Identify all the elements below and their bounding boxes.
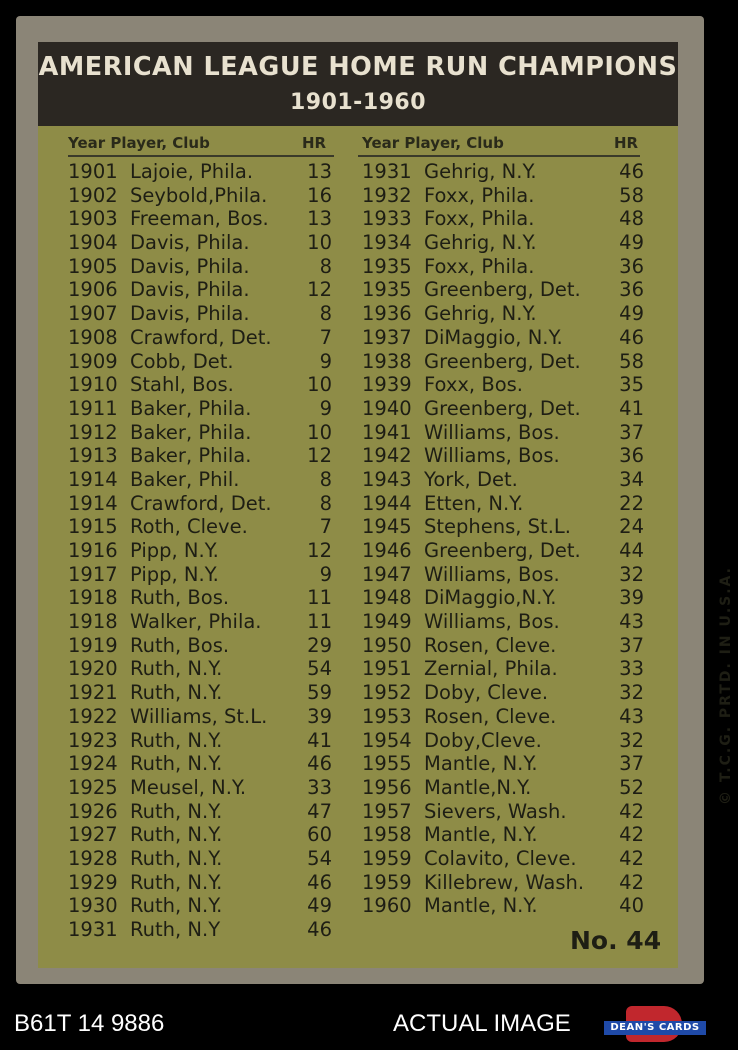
year-cell: 1948 [362,586,412,610]
player-cell: Ruth, N.Y. [130,728,223,752]
hr-cell: 43 [619,610,644,634]
table-row [362,160,652,184]
player-cell: Ruth, N.Y [130,918,221,941]
table-row [362,326,652,350]
year-cell: 1923 [68,728,118,752]
table-row [68,207,338,231]
hr-cell: 33 [619,657,644,681]
table-row [68,350,338,374]
hr-cell: 59 [307,681,332,705]
hr-cell: 35 [619,373,644,397]
table-row [362,847,652,871]
left-header-hr: HR [302,134,327,152]
table-row [362,421,652,445]
hr-cell: 37 [619,420,644,444]
logo-text: DEAN'S CARDS [604,1021,706,1035]
table-row [68,563,338,587]
table-row [362,278,652,302]
inventory-code: B61T 14 9886 [14,1010,165,1037]
year-cell: 1934 [362,231,412,255]
player-cell: Ruth, N.Y. [130,681,223,705]
table-row [362,397,652,421]
table-row [68,729,338,753]
hr-cell: 33 [307,775,332,799]
year-cell: 1954 [362,728,412,752]
year-cell: 1910 [68,373,118,397]
hr-cell: 7 [319,325,332,349]
year-cell: 1932 [362,183,412,207]
player-cell: Davis, Phila. [130,278,250,302]
right-column [362,160,652,918]
table-row [68,871,338,895]
hr-cell: 58 [619,183,644,207]
hr-cell: 41 [307,728,332,752]
table-row [362,563,652,587]
table-row [68,681,338,705]
player-cell: Sievers, Wash. [424,799,567,823]
table-row [68,397,338,421]
player-cell: Ruth, Bos. [130,586,230,610]
hr-cell: 39 [619,586,644,610]
hr-cell: 36 [619,278,644,302]
player-cell: Williams, Bos. [424,420,560,444]
player-cell: DiMaggio, N.Y. [424,325,563,349]
player-cell: Rosen, Cleve. [424,704,557,728]
year-cell: 1921 [68,681,118,705]
year-cell: 1903 [68,207,118,231]
player-cell: Mantle, N.Y. [424,823,538,847]
player-cell: Stahl, Bos. [130,373,234,397]
player-cell: Cobb, Det. [130,349,234,373]
year-cell: 1925 [68,775,118,799]
hr-cell: 24 [619,515,644,539]
table-row [362,231,652,255]
hr-cell: 49 [307,894,332,918]
hr-cell: 42 [619,870,644,894]
year-cell: 1905 [68,254,118,278]
year-cell: 1951 [362,657,412,681]
player-cell: Pipp, N.Y. [130,562,219,586]
hr-cell: 8 [319,302,332,326]
hr-cell: 29 [307,633,332,657]
hr-cell: 10 [307,420,332,444]
hr-cell: 32 [619,728,644,752]
table-row [68,586,338,610]
year-cell: 1958 [362,823,412,847]
hr-cell: 8 [319,254,332,278]
hr-cell: 40 [619,894,644,918]
table-row [362,492,652,516]
year-cell: 1902 [68,183,118,207]
table-row [68,752,338,776]
year-cell: 1944 [362,491,412,515]
year-cell: 1922 [68,704,118,728]
hr-cell: 34 [619,467,644,491]
hr-cell: 37 [619,633,644,657]
table-row [68,657,338,681]
hr-cell: 54 [307,846,332,870]
year-cell: 1960 [362,894,412,918]
table-row [362,800,652,824]
actual-image-label: ACTUAL IMAGE [393,1010,571,1037]
year-cell: 1935 [362,278,412,302]
hr-cell: 12 [307,278,332,302]
hr-cell: 11 [307,586,332,610]
hr-cell: 49 [619,231,644,255]
player-cell: Greenberg, Det. [424,396,581,420]
player-cell: Doby,Cleve. [424,728,542,752]
player-cell: Baker, Phil. [130,467,240,491]
player-cell: Pipp, N.Y. [130,539,219,562]
hr-cell: 47 [307,799,332,823]
hr-cell: 13 [307,207,332,231]
year-cell: 1901 [68,160,118,183]
player-cell: Foxx, Phila. [424,207,535,231]
year-cell: 1931 [68,918,118,941]
player-cell: Crawford, Det. [130,491,272,515]
year-cell: 1911 [68,396,118,420]
table-row [68,492,338,516]
player-cell: Etten, N.Y. [424,491,524,515]
year-cell: 1918 [68,586,118,610]
hr-cell: 32 [619,681,644,705]
table-row [68,776,338,800]
hr-cell: 46 [307,752,332,776]
year-cell: 1950 [362,633,412,657]
card-number: No. 44 [570,926,662,955]
year-cell: 1908 [68,325,118,349]
year-cell: 1943 [362,467,412,491]
hr-cell: 36 [619,254,644,278]
hr-cell: 49 [619,302,644,326]
year-cell: 1942 [362,444,412,468]
player-cell: DiMaggio,N.Y. [424,586,557,610]
player-cell: Mantle, N.Y. [424,752,538,776]
table-row [68,326,338,350]
player-cell: Walker, Phila. [130,610,262,634]
table-row [362,373,652,397]
player-cell: Crawford, Det. [130,325,272,349]
table-row [68,918,338,942]
player-cell: Rosen, Cleve. [424,633,557,657]
hr-cell: 37 [619,752,644,776]
left-header-year-player: Year Player, Club [68,134,210,152]
table-row [362,894,652,918]
year-cell: 1931 [362,160,412,183]
player-cell: Davis, Phila. [130,231,250,255]
table-row [362,776,652,800]
table-row [68,255,338,279]
player-cell: Colavito, Cleve. [424,846,577,870]
player-cell: Zernial, Phila. [424,657,558,681]
hr-cell: 39 [307,704,332,728]
hr-cell: 13 [307,160,332,183]
table-row [362,610,652,634]
player-cell: Davis, Phila. [130,254,250,278]
year-cell: 1913 [68,444,118,468]
hr-cell: 48 [619,207,644,231]
table-row [362,681,652,705]
year-cell: 1939 [362,373,412,397]
player-cell: Foxx, Phila. [424,254,535,278]
year-cell: 1946 [362,539,412,562]
table-row [362,207,652,231]
table-row [362,871,652,895]
year-cell: 1915 [68,515,118,539]
left-column [68,160,338,942]
player-cell: Ruth, N.Y. [130,894,223,918]
table-row [68,800,338,824]
hr-cell: 22 [619,491,644,515]
year-cell: 1929 [68,870,118,894]
card-subtitle: 1901-1960 [289,90,427,115]
hr-cell: 42 [619,799,644,823]
hr-cell: 60 [307,823,332,847]
table-row [362,634,652,658]
year-cell: 1956 [362,775,412,799]
year-cell: 1957 [362,799,412,823]
table-row [362,444,652,468]
year-cell: 1933 [362,207,412,231]
player-cell: Baker, Phila. [130,444,252,468]
player-cell: Gehrig, N.Y. [424,231,537,255]
year-cell: 1906 [68,278,118,302]
year-cell: 1959 [362,870,412,894]
year-cell: 1941 [362,420,412,444]
left-header-rule [68,155,334,157]
year-cell: 1953 [362,704,412,728]
hr-cell: 46 [619,160,644,183]
table-row [68,302,338,326]
year-cell: 1949 [362,610,412,634]
player-cell: Ruth, Bos. [130,633,230,657]
player-cell: Ruth, N.Y. [130,870,223,894]
year-cell: 1927 [68,823,118,847]
hr-cell: 52 [619,775,644,799]
table-row [68,894,338,918]
year-cell: 1930 [68,894,118,918]
year-cell: 1909 [68,349,118,373]
year-cell: 1904 [68,231,118,255]
year-cell: 1914 [68,467,118,491]
hr-cell: 36 [619,444,644,468]
table-row [68,610,338,634]
year-cell: 1936 [362,302,412,326]
hr-cell: 43 [619,704,644,728]
table-row [362,468,652,492]
hr-cell: 12 [307,444,332,468]
hr-cell: 9 [319,349,332,373]
hr-cell: 16 [307,183,332,207]
hr-cell: 10 [307,231,332,255]
table-row [68,705,338,729]
player-cell: Baker, Phila. [130,396,252,420]
year-cell: 1926 [68,799,118,823]
table-row [68,515,338,539]
player-cell: Foxx, Phila. [424,183,535,207]
player-cell: Ruth, N.Y. [130,657,223,681]
table-row [68,231,338,255]
year-cell: 1935 [362,254,412,278]
year-cell: 1959 [362,846,412,870]
year-cell: 1955 [362,752,412,776]
table-row [68,278,338,302]
year-cell: 1928 [68,846,118,870]
player-cell: Davis, Phila. [130,302,250,326]
right-header-year-player: Year Player, Club [362,134,504,152]
table-row [362,350,652,374]
player-cell: Greenberg, Det. [424,278,581,302]
hr-cell: 44 [619,539,644,562]
hr-cell: 58 [619,349,644,373]
year-cell: 1912 [68,420,118,444]
hr-cell: 7 [319,515,332,539]
hr-cell: 12 [307,539,332,562]
table-row [362,255,652,279]
year-cell: 1916 [68,539,118,562]
hr-cell: 9 [319,562,332,586]
player-cell: Gehrig, N.Y. [424,160,537,183]
year-cell: 1940 [362,396,412,420]
hr-cell: 8 [319,491,332,515]
year-cell: 1914 [68,491,118,515]
hr-cell: 46 [619,325,644,349]
player-cell: Mantle, N.Y. [424,894,538,918]
player-cell: Mantle,N.Y. [424,775,532,799]
player-cell: Williams, Bos. [424,444,560,468]
table-row [68,634,338,658]
year-cell: 1938 [362,349,412,373]
player-cell: Doby, Cleve. [424,681,549,705]
table-row [362,823,652,847]
table-row [362,729,652,753]
year-cell: 1945 [362,515,412,539]
player-cell: Williams, St.L. [130,704,268,728]
table-row [362,515,652,539]
table-row [68,847,338,871]
player-cell: Ruth, N.Y. [130,846,223,870]
table-row [68,160,338,184]
year-cell: 1920 [68,657,118,681]
hr-cell: 41 [619,396,644,420]
table-row [68,468,338,492]
right-header-hr: HR [614,134,639,152]
player-cell: Stephens, St.L. [424,515,571,539]
year-cell: 1952 [362,681,412,705]
table-row [68,421,338,445]
hr-cell: 42 [619,846,644,870]
player-cell: Killebrew, Wash. [424,870,585,894]
player-cell: Williams, Bos. [424,610,560,634]
hr-cell: 9 [319,396,332,420]
player-cell: Ruth, N.Y. [130,799,223,823]
player-cell: Ruth, N.Y. [130,752,223,776]
hr-cell: 8 [319,467,332,491]
copyright-print-line: © T.C.G. PRTD. IN U.S.A. [718,566,734,805]
deans-cards-logo [604,1006,706,1042]
player-cell: Foxx, Bos. [424,373,523,397]
table-row [362,302,652,326]
year-cell: 1917 [68,562,118,586]
hr-cell: 46 [307,870,332,894]
year-cell: 1918 [68,610,118,634]
table-row [68,444,338,468]
hr-cell: 46 [307,918,332,941]
player-cell: Williams, Bos. [424,562,560,586]
table-row [362,184,652,208]
year-cell: 1919 [68,633,118,657]
player-cell: Gehrig, N.Y. [424,302,537,326]
player-cell: York, Det. [424,467,518,491]
table-row [68,184,338,208]
player-cell: Baker, Phila. [130,420,252,444]
player-cell: Seybold,Phila. [130,183,268,207]
hr-cell: 54 [307,657,332,681]
table-row [362,705,652,729]
year-cell: 1907 [68,302,118,326]
player-cell: Freeman, Bos. [130,207,269,231]
table-row [68,539,338,563]
year-cell: 1947 [362,562,412,586]
right-header-rule [358,155,640,157]
hr-cell: 32 [619,562,644,586]
year-cell: 1924 [68,752,118,776]
player-cell: Greenberg, Det. [424,539,581,562]
table-row [362,752,652,776]
hr-cell: 11 [307,610,332,634]
table-row [362,586,652,610]
card-title: AMERICAN LEAGUE HOME RUN CHAMPIONS [38,52,678,82]
player-cell: Lajoie, Phila. [130,160,254,183]
table-row [68,823,338,847]
hr-cell: 10 [307,373,332,397]
player-cell: Roth, Cleve. [130,515,248,539]
player-cell: Meusel, N.Y. [130,775,247,799]
table-row [362,539,652,563]
hr-cell: 42 [619,823,644,847]
player-cell: Greenberg, Det. [424,349,581,373]
table-row [362,657,652,681]
table-row [68,373,338,397]
year-cell: 1937 [362,325,412,349]
player-cell: Ruth, N.Y. [130,823,223,847]
